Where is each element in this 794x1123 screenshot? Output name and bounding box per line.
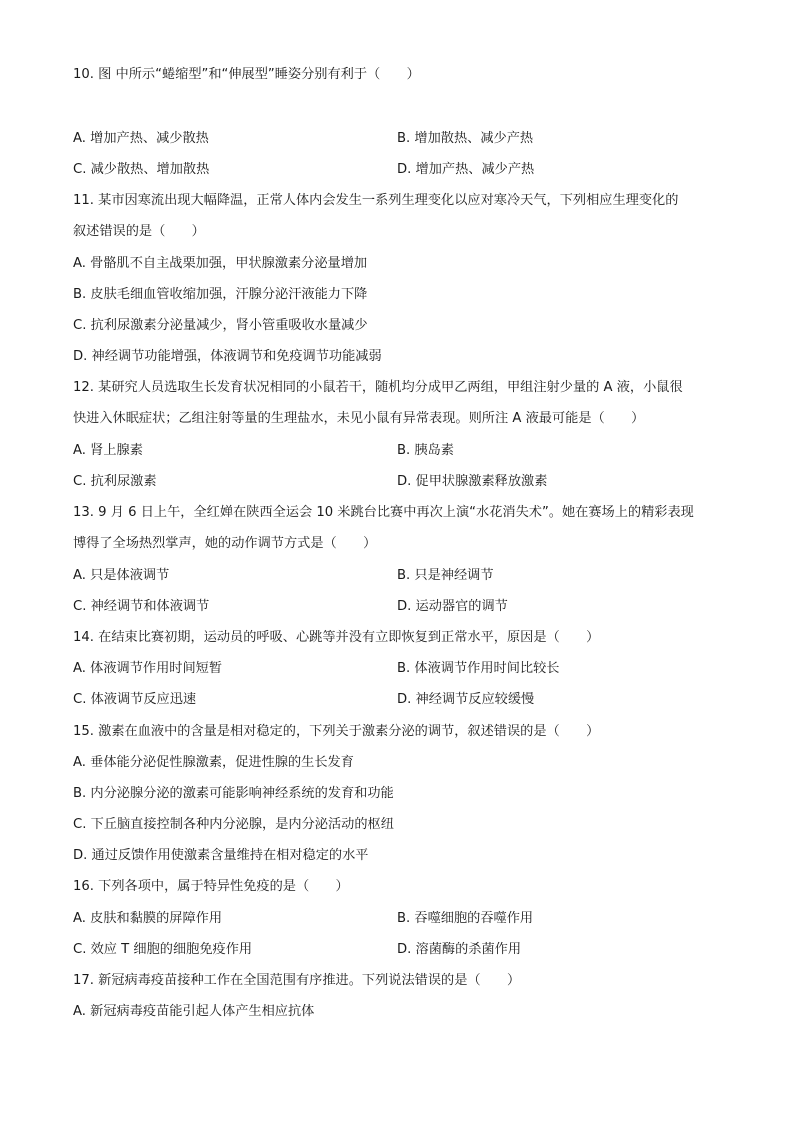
question-10-option-b: B. 增加散热、减少产热 [397,131,534,146]
question-12-option-c: C. 抗利尿激素 [73,474,157,489]
question-16-option-c: C. 效应 T 细胞的细胞免疫作用 [73,942,253,957]
question-11-option-b: B. 皮肤毛细血管收缩加强，汗腺分泌汗液能力下降 [73,287,368,302]
question-11-option-d: D. 神经调节功能增强，体液调节和免疫调节功能减弱 [73,349,382,364]
question-13-option-b: B. 只是神经调节 [397,568,494,583]
question-13-stem-line-2: 博得了全场热烈掌声，她的动作调节方式是（ ） [73,536,377,551]
question-14-option-d: D. 神经调节反应较缓慢 [397,692,535,707]
question-17-stem: 17. 新冠病毒疫苗接种工作在全国范围有序推进。下列说法错误的是（ ） [73,973,521,988]
question-14-option-a: A. 体液调节作用时间短暂 [73,661,223,676]
question-12-option-b: B. 胰岛素 [397,443,454,458]
question-10-option-c: C. 减少散热、增加散热 [73,162,210,177]
question-11-option-a: A. 骨骼肌不自主战栗加强，甲状腺激素分泌量增加 [73,256,368,271]
question-16-option-a: A. 皮肤和黏膜的屏障作用 [73,911,223,926]
question-13-option-d: D. 运动器官的调节 [397,599,508,614]
question-14-option-c: C. 体液调节反应迅速 [73,692,197,707]
question-13-option-a: A. 只是体液调节 [73,568,170,583]
question-12-stem-line-1: 12. 某研究人员选取生长发育状况相同的小鼠若干，随机均分成甲乙两组，甲组注射少量的 A 液，小鼠很 [73,380,683,395]
question-15-stem: 15. 激素在血液中的含量是相对稳定的，下列关于激素分泌的调节，叙述错误的是（ ） [73,724,600,739]
question-15-option-a: A. 垂体能分泌促性腺激素，促进性腺的生长发育 [73,755,354,770]
question-16-option-b: B. 吞噬细胞的吞噬作用 [397,911,534,926]
question-15-option-b: B. 内分泌腺分泌的激素可能影响神经系统的发育和功能 [73,786,394,801]
question-11-stem-line-1: 11. 某市因寒流出现大幅降温，正常人体内会发生一系列生理变化以应对寒冷天气，下列相应生理变化的 [73,193,679,208]
question-10-option-a: A. 增加产热、减少散热 [73,131,209,146]
question-10-stem: 10. 图 中所示“蜷缩型”和“伸展型”睡姿分别有利于（ ） [73,67,420,82]
question-17-option-a: A. 新冠病毒疫苗能引起人体产生相应抗体 [73,1004,315,1019]
question-16-stem: 16. 下列各项中，属于特异性免疫的是（ ） [73,879,349,894]
question-14-stem: 14. 在结束比赛初期，运动员的呼吸、心跳等并没有立即恢复到正常水平，原因是（ ） [73,630,600,645]
question-13-option-c: C. 神经调节和体液调节 [73,599,210,614]
question-12-stem-line-2: 快进入休眠症状；乙组注射等量的生理盐水，未见小鼠有异常表现。则所注 A 液最可能是（ ） [73,411,645,426]
question-12-option-d: D. 促甲状腺激素释放激素 [397,474,548,489]
question-11-stem-line-2: 叙述错误的是（ ） [73,224,205,239]
question-15-option-d: D. 通过反馈作用使激素含量维持在相对稳定的水平 [73,848,369,863]
question-14-option-b: B. 体液调节作用时间比较长 [397,661,560,676]
question-11-option-c: C. 抗利尿激素分泌量减少，肾小管重吸收水量减少 [73,318,368,333]
question-15-option-c: C. 下丘脑直接控制各种内分泌腺，是内分泌活动的枢纽 [73,817,394,832]
question-10-option-d: D. 增加产热、减少产热 [397,162,535,177]
question-12-option-a: A. 肾上腺素 [73,443,143,458]
question-13-stem-line-1: 13. 9 月 6 日上午，全红婵在陕西全运会 10 米跳台比赛中再次上演“水花消失术”。她在赛场上的精彩表现 [73,505,694,520]
question-16-option-d: D. 溶菌酶的杀菌作用 [397,942,522,957]
